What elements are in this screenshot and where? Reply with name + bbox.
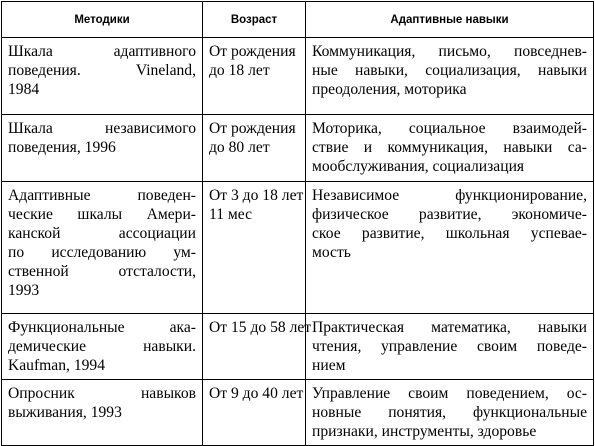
header-skills: Адаптивные навыки (306, 2, 594, 38)
header-age: Возраст (203, 2, 306, 38)
table-row (2, 314, 594, 380)
cell-line: физическое развитие, экономиче- (312, 206, 587, 223)
header-methods: Методики (2, 2, 203, 38)
cell-line: Опросник навыков (8, 385, 196, 402)
table-row (2, 380, 594, 446)
cell-line: поведения. Vineland, (8, 62, 196, 79)
skills-cell (306, 380, 594, 446)
cell-line: Шкала адаптивного (8, 43, 196, 60)
cell-line: Шкала независимого (8, 120, 196, 137)
cell-line: 1984 (8, 81, 40, 98)
cell-line: ственной отсталости, (8, 263, 196, 280)
table-row (2, 182, 594, 314)
cell-line: чтения, управление своим поведе- (312, 338, 587, 355)
cell-line: демические навыки. (8, 338, 196, 355)
cell-line: От 3 до 18 лет (209, 187, 304, 204)
method-cell (2, 314, 203, 380)
cell-line: От 15 до 58 лет (209, 319, 312, 336)
method-cell (2, 182, 203, 314)
skills-cell (306, 182, 594, 314)
cell-line: Управление своим поведением, ос- (312, 385, 587, 402)
cell-line: поведения, 1996 (8, 139, 116, 156)
cell-line: канской ассоциации (8, 225, 196, 242)
header-row (2, 2, 594, 38)
cell-line: 1993 (8, 282, 40, 299)
cell-line: признаки, инструменты, здоровье (312, 423, 537, 440)
cell-line: мообслуживания, социализация (312, 158, 525, 175)
table-row (2, 38, 594, 115)
cell-line: От рождения (209, 120, 296, 137)
cell-line: Моторика, социальное взаимодей- (312, 120, 587, 137)
cell-line: по исследованию ум- (8, 244, 196, 261)
cell-line: ствие и коммуникация, навыки са- (312, 139, 587, 156)
cell-line: ческие шкалы Амери- (8, 206, 196, 223)
age-cell (203, 380, 306, 446)
cell-line: мость (312, 244, 351, 261)
cell-line: 11 мес (209, 206, 253, 223)
methods-table (1, 1, 594, 446)
cell-line: Kaufman, 1994 (8, 357, 106, 374)
cell-line: Адаптивные поведен- (8, 187, 196, 204)
cell-line: ные навыки, социализация, навыки (312, 62, 587, 79)
cell-line: нием (312, 357, 346, 374)
skills-cell (306, 115, 594, 182)
cell-line: ское развитие, школьная успевае- (312, 225, 587, 242)
cell-line: От 9 до 40 лет (209, 385, 304, 402)
cell-line: Коммуникация, письмо, повседнев- (312, 43, 587, 60)
cell-line: От рождения (209, 43, 296, 60)
age-cell (203, 115, 306, 182)
skills-cell (306, 38, 594, 115)
cell-line: преодоления, моторика (312, 81, 467, 98)
age-cell (203, 38, 306, 115)
cell-line: новные понятия, функциональные (312, 404, 587, 421)
method-cell (2, 38, 203, 115)
cell-line: Независимое функционирование, (312, 187, 587, 204)
age-cell (203, 182, 306, 314)
cell-line: выживания, 1993 (8, 404, 122, 421)
table-row (2, 115, 594, 182)
cell-line: Функциональные ака- (8, 319, 196, 336)
cell-line: Практическая математика, навыки (312, 319, 587, 336)
cell-line: до 18 лет (209, 62, 270, 79)
cell-line: до 80 лет (209, 139, 270, 156)
age-cell (203, 314, 312, 380)
method-cell (2, 380, 203, 446)
skills-cell (306, 314, 594, 380)
method-cell (2, 115, 203, 182)
